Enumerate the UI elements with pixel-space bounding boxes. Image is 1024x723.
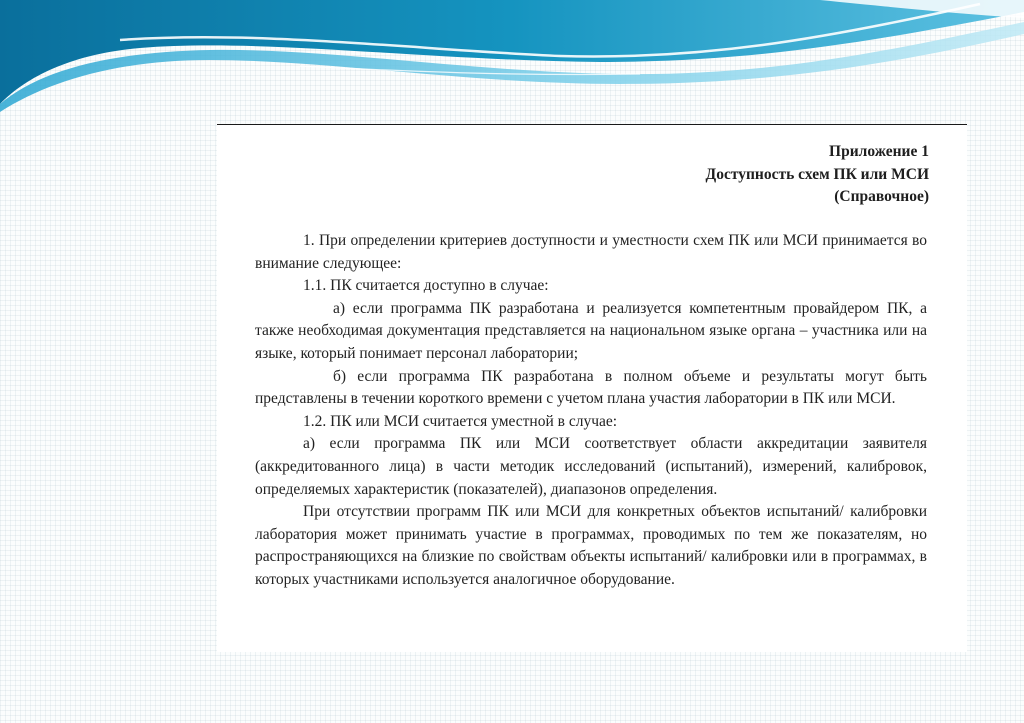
document-page: [217, 124, 967, 652]
document-title: Доступность схем ПК или МСИ: [705, 165, 929, 183]
paragraph-1: 1. При определении критериев доступности и уместности схем ПК или МСИ принимается во внимание следующее:: [255, 232, 927, 272]
document-subtitle: (Справочное): [834, 188, 929, 205]
paragraph-note: При отсутствии программ ПК или МСИ для конкретных объектов испытаний/ калибровки лаборатория может принимать участие в программах, проводимых по тем же показателям, но распространяющихся на близкие по свойствам объекты испытаний/ калибровки или в программах, в которых участниками используется аналогичное оборудование.: [255, 503, 927, 588]
paragraph-1-1-a: а) если программа ПК разработана и реализуется компетентным провайдером ПК, а также необходимая документация представляется на национальном языке органа – участника или на языке, который понимает персонал лаборатории;: [255, 299, 927, 362]
paragraph-1-1: 1.1. ПК считается доступно в случае:: [303, 277, 549, 295]
paragraph-1-2-a: а) если программа ПК или МСИ соответствует области аккредитации заявителя (аккредитованного лица) в части методик исследований (испытаний), измерений, калибровок, определяемых характеристик (показателей), диапазонов определения.: [255, 435, 927, 498]
wave-band-dark: [0, 0, 1024, 104]
decorative-wave-header: [0, 0, 1024, 120]
paragraph-1-2: 1.2. ПК или МСИ считается уместной в случае:: [303, 412, 618, 430]
appendix-label: Приложение 1: [829, 143, 929, 160]
paragraph-1-1-b: б) если программа ПК разработана в полном объеме и результаты могут быть представлены в течении короткого времени с учетом плана участия лаборатории в ПК или МСИ.: [255, 367, 927, 408]
document-header: [706, 141, 929, 209]
document-body: [255, 230, 927, 592]
